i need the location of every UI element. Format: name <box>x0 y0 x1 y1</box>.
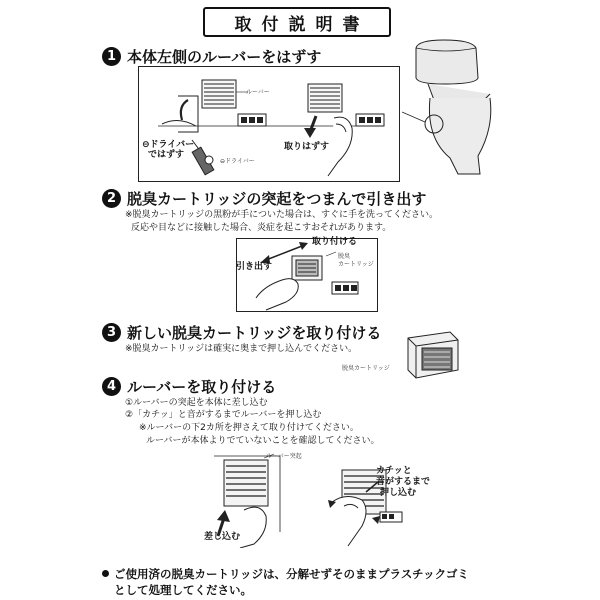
step-4-insert-label: 差し込む <box>204 532 241 542</box>
step-2-cartridge-label: 脱臭 <box>338 253 351 260</box>
step-4-heading <box>102 376 276 397</box>
step-4-click-label-3: 押し込む <box>380 488 417 498</box>
step-3-heading <box>102 322 381 343</box>
step-4-text: ルーバーを取り付ける <box>127 378 277 396</box>
step-1-screwdriver-label: ⊖ドライバー <box>142 140 195 150</box>
disposal-note-line-2: として処理してください。 <box>114 583 252 597</box>
step-4-number: 4 <box>102 377 121 396</box>
step-2-note-1: ※脱臭カートリッジの黒粉が手についた場合は、すぐに手を洗ってください。 <box>125 210 439 220</box>
step-1-small-driver-label: ⊖ドライバー <box>220 158 255 165</box>
step-1-screwdriver-label-2: ではずす <box>148 150 185 160</box>
step-4-note-4: ルーバーが本体よりでていないことを確認してください。 <box>146 436 380 446</box>
step-1-heading <box>102 46 321 67</box>
step-4-click-label-2: 音がするまで <box>376 477 431 487</box>
step-4-note-1: ①ルーバーの突起を本体に差し込む <box>125 398 268 408</box>
step-4-note-2: ②「カチッ」と音がするまでルーバーを押し込む <box>125 410 322 420</box>
bullet-icon <box>102 570 109 577</box>
step-3-note-1: ※脱臭カートリッジは確実に奥まで押し込んでください。 <box>125 344 358 354</box>
step-4-click-label-1: カチッと <box>376 466 412 476</box>
step-2-number: 2 <box>102 189 121 208</box>
page-title: 取付説明書 <box>203 7 391 37</box>
step-2-heading <box>102 188 426 209</box>
step-3-number: 3 <box>102 323 121 342</box>
step-2-illustration <box>236 238 378 312</box>
disposal-note-line-1: ご使用済の脱臭カートリッジは、分解せずそのままプラスチックゴミ <box>114 567 469 581</box>
step-1-louver-label: ルーバー <box>246 89 270 96</box>
step-3-cartridge-label: 脱臭カートリッジ <box>342 365 390 372</box>
step-2-pull-label: 引き出す <box>236 262 273 272</box>
toilet-illustration <box>394 38 496 178</box>
step-1-text: 本体左側のルーバーをはずす <box>127 48 322 66</box>
disposal-note <box>102 566 469 598</box>
step-1-remove-label: 取りはずす <box>284 142 330 152</box>
step-3-text: 新しい脱臭カートリッジを取り付ける <box>127 324 382 342</box>
step-1-number: 1 <box>102 47 121 66</box>
step-3-cartridge-illustration <box>398 330 462 380</box>
step-2-text: 脱臭カートリッジの突起をつまんで引き出す <box>127 190 427 208</box>
step-2-cartridge-label-2: カートリッジ <box>338 261 374 268</box>
step-4-note-3: ※ルーバーの下2カ所を押さえて取り付けてください。 <box>139 423 359 433</box>
step-1-illustration <box>138 66 400 182</box>
step-2-attach-label: 取り付ける <box>312 237 358 247</box>
step-4-louver-protrusion-label: ルーバー突起 <box>266 453 302 460</box>
step-2-note-2: 反応や目などに接触した場合、炎症を起こすおそれがあります。 <box>131 223 392 233</box>
